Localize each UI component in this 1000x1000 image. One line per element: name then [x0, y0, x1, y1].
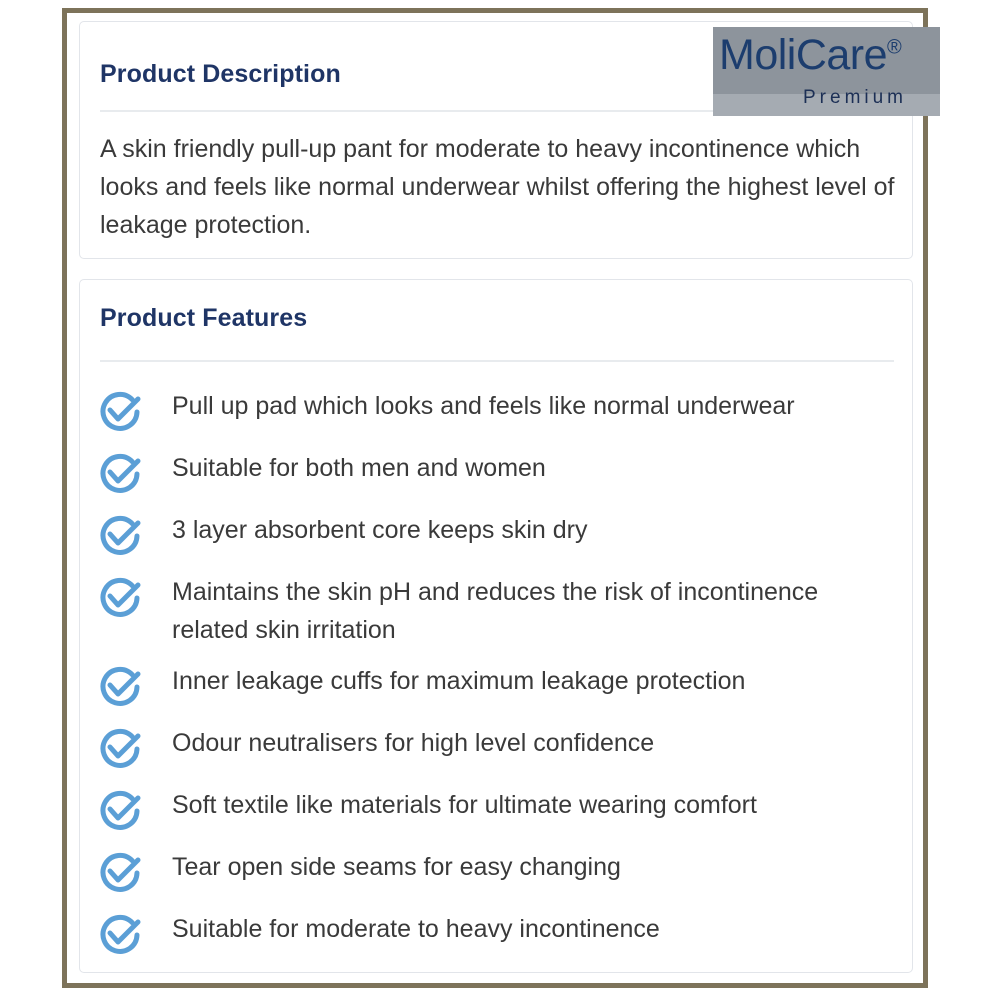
feature-item	[96, 516, 896, 560]
feature-item	[96, 578, 896, 649]
check-circle-icon	[96, 849, 144, 897]
feature-item	[96, 667, 896, 711]
feature-text: Soft textile like materials for ultimate wearing comfort	[172, 791, 757, 819]
feature-item	[96, 454, 896, 498]
feature-item	[96, 853, 896, 897]
feature-list	[96, 392, 896, 977]
check-circle-icon	[96, 388, 144, 436]
feature-text: Odour neutralisers for high level confidence	[172, 729, 655, 757]
check-circle-icon	[96, 911, 144, 959]
product-description-card	[79, 21, 913, 259]
features-title: Product Features	[100, 304, 308, 332]
check-circle-icon	[96, 725, 144, 773]
feature-item	[96, 791, 896, 835]
feature-text: 3 layer absorbent core keeps skin dry	[172, 516, 588, 544]
check-circle-icon	[96, 663, 144, 711]
feature-text: Pull up pad which looks and feels like normal underwear	[172, 392, 795, 420]
logo-registered-mark: ®	[887, 36, 902, 59]
check-circle-icon	[96, 450, 144, 498]
feature-item	[96, 729, 896, 773]
feature-item	[96, 392, 896, 436]
logo-subtitle: Premium	[803, 87, 908, 108]
description-text: A skin friendly pull-up pant for moderate to heavy incontinence which looks and feels like normal underwear whilst offering the highest level of leakage protection.	[100, 135, 895, 239]
feature-text: Tear open side seams for easy changing	[172, 853, 621, 881]
features-divider	[100, 360, 894, 362]
product-features-card	[79, 279, 913, 973]
feature-text: Suitable for both men and women	[172, 454, 546, 482]
check-circle-icon	[96, 787, 144, 835]
molicare-logo	[713, 27, 940, 116]
feature-text: Inner leakage cuffs for maximum leakage protection	[172, 667, 746, 695]
feature-item	[96, 915, 896, 959]
check-circle-icon	[96, 574, 144, 622]
check-circle-icon	[96, 512, 144, 560]
logo-brand: MoliCare	[719, 31, 888, 79]
description-title: Product Description	[100, 60, 341, 88]
product-frame	[62, 8, 928, 988]
feature-text: Maintains the skin pH and reduces the risk of incontinence related skin irritation	[172, 578, 819, 644]
feature-text: Suitable for moderate to heavy incontinence	[172, 915, 660, 943]
